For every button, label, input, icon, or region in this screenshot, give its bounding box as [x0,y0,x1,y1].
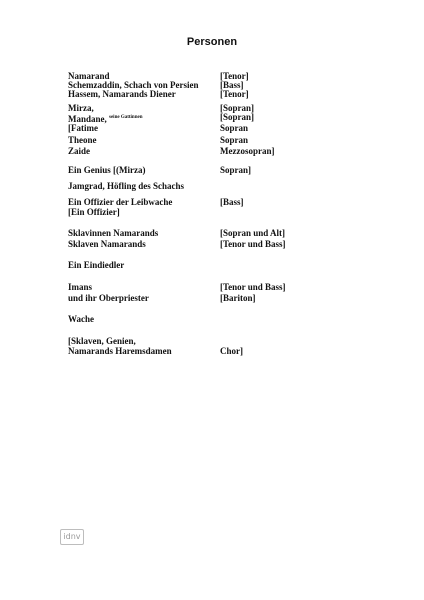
voice-type: [Tenor] [220,71,249,81]
role-name: Namarands Haremsdamen [68,346,172,356]
role-name: Ein Genius [(Mirza) [68,165,146,175]
cast-row [68,293,368,304]
voice-type: [Sopran] [220,112,255,122]
voice-type: [Bass] [220,80,244,90]
role-name: Imans [68,282,93,292]
role-name: Ein Eindiedler [68,260,125,270]
cast-row [68,123,368,134]
role-name: Hassem, Namarands Diener [68,89,176,99]
cast-row [68,89,368,100]
voice-type: [Bariton] [220,293,256,303]
role-name: Ein Offizier der Leibwache [68,197,173,207]
cast-row [68,181,368,192]
voice-type: [Tenor] [220,89,249,99]
role-name: Sklavinnen Namarands [68,228,159,238]
cast-row [68,207,368,218]
role-name: und ihr Oberpriester [68,293,149,303]
role-name: [Fatime [68,123,98,133]
voice-type: [Bass] [220,197,244,207]
role-name: Mirza, [68,103,94,113]
role-name: Zaide [68,146,91,156]
voice-type: Sopran [220,135,249,145]
voice-type: Sopran [220,123,249,133]
cast-row [68,346,368,357]
role-name: Sklaven Namarands [68,239,146,249]
voice-type: [Sopran] [220,103,255,113]
role-annotation: seine Gattinnen [109,115,143,120]
cast-row [68,260,368,271]
role-name: Namarand [68,71,110,81]
cast-row [68,314,368,325]
cast-row [68,239,368,250]
publisher-logo-icon: idnv [60,529,84,545]
voice-type: [Sopran und Alt] [220,228,286,238]
role-name: Schemzaddin, Schach von Persien [68,80,199,90]
role-name: Theone [68,135,97,145]
voice-type: Chor] [220,346,243,356]
voice-type: Mezzosopran] [220,146,275,156]
cast-row [68,135,368,146]
role-name: [Sklaven, Genien, [68,336,136,346]
cast-row [68,112,368,123]
role-name: [Ein Offizier] [68,207,120,217]
voice-type: [Tenor und Bass] [220,282,286,292]
page-title: Personen [186,36,238,48]
cast-row [68,165,368,176]
role-name: Wache [68,314,94,324]
voice-type: Sopran] [220,165,252,175]
cast-row [68,282,368,293]
voice-type: [Tenor und Bass] [220,239,286,249]
role-name-text: Mandane, [68,114,107,124]
cast-row [68,228,368,239]
role-name: Jamgrad, Höfling des Schachs [68,181,185,191]
cast-row [68,146,368,157]
